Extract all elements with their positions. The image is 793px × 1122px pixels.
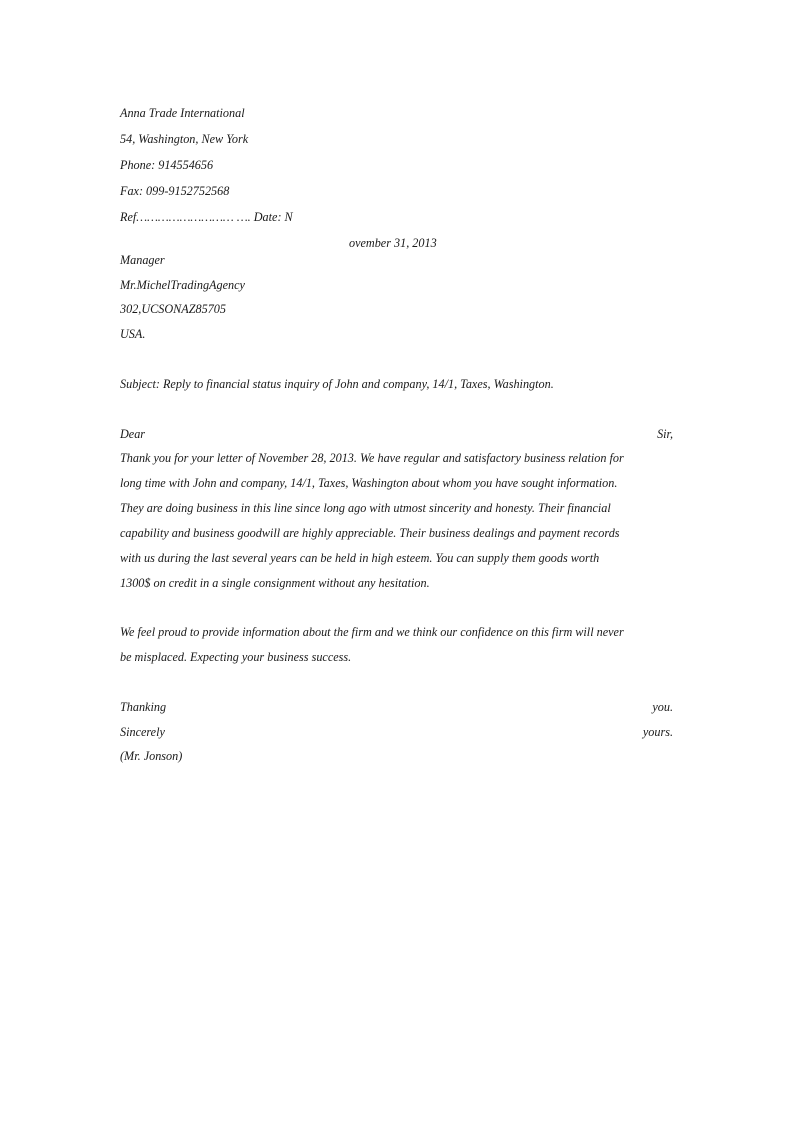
- recipient-company: Mr.MichelTradingAgency: [120, 278, 245, 292]
- recipient-address: 302,UCSONAZ85705: [120, 302, 226, 316]
- body-line: be misplaced. Expecting your business success.: [120, 650, 352, 664]
- body-paragraph-2: [120, 620, 673, 670]
- body-line: long time with John and company, 14/1, Taxes, Washington about whom you have sought information.: [120, 476, 618, 490]
- salutation-sir: Sir,: [657, 427, 673, 441]
- closing-thanking: Thanking: [120, 700, 167, 714]
- signature-name: (Mr. Jonson): [120, 749, 183, 763]
- salutation-dear: Dear: [120, 427, 146, 441]
- ref-date-line: Ref……………………… …. Date: N: [120, 210, 293, 224]
- body-paragraph-1: [120, 446, 673, 596]
- subject-line: Subject: Reply to financial status inquiry of John and company, 14/1, Taxes, Washington.: [120, 377, 554, 391]
- sender-name: Anna Trade International: [120, 106, 245, 120]
- body-line: They are doing business in this line since long ago with utmost sincerity and honesty. Their financial: [120, 501, 611, 515]
- body-line: Thank you for your letter of November 28, 2013. We have regular and satisfactory business relation for: [120, 451, 624, 465]
- sender-fax: Fax: 099-9152752568: [120, 184, 230, 198]
- body-line: 1300$ on credit in a single consignment without any hesitation.: [120, 576, 430, 590]
- closing-sincerely: Sincerely: [120, 725, 165, 739]
- closing-yours: yours.: [642, 725, 673, 739]
- recipient-country: USA.: [120, 327, 146, 341]
- body-line: with us during the last several years can be held in high esteem. You can supply them goods worth: [120, 551, 600, 565]
- body-line: We feel proud to provide information about the firm and we think our confidence on this firm will never: [120, 625, 624, 639]
- sender-address: 54, Washington, New York: [120, 132, 249, 146]
- sender-phone: Phone: 914554656: [120, 158, 214, 172]
- body-line: capability and business goodwill are highly appreciable. Their business dealings and payment records: [120, 526, 620, 540]
- date-continuation: ovember 31, 2013: [349, 236, 437, 250]
- closing-you: you.: [652, 700, 673, 714]
- recipient-title: Manager: [120, 253, 165, 267]
